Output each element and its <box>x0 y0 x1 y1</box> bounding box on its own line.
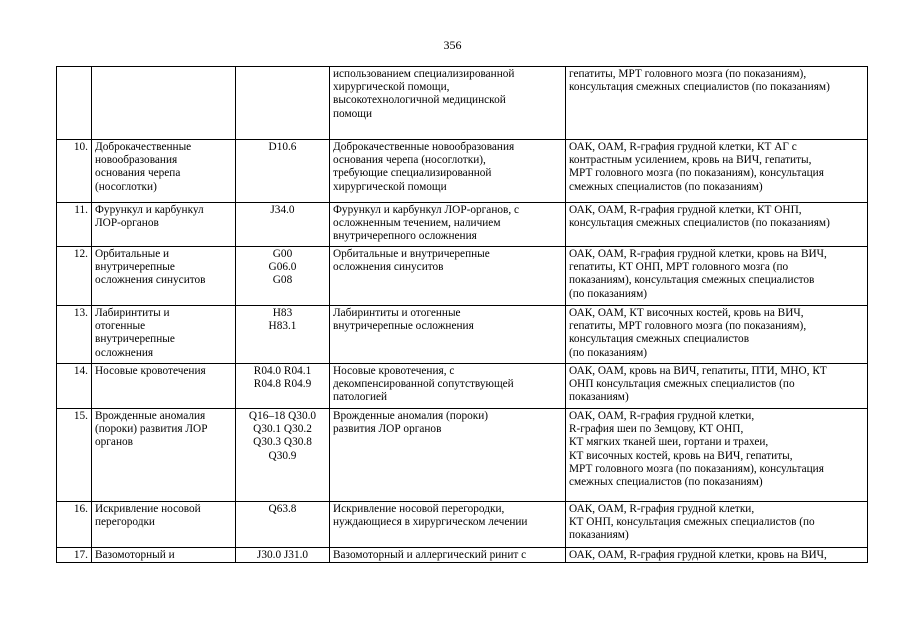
required-examinations-line: КТ височных костей, кровь на ВИЧ, гепатиты, <box>569 449 793 462</box>
hospitalization-indication-line: хирургической помощи <box>333 180 447 193</box>
required-examinations-line: ОНП консультация смежных специалистов (по <box>569 378 795 391</box>
icd-codes-cell <box>236 247 330 306</box>
hospitalization-indication-cell <box>330 140 566 203</box>
hospitalization-indication-cell <box>330 409 566 502</box>
hospitalization-indication-line: внутричерепного осложнения <box>333 230 477 243</box>
required-examinations-cell <box>566 306 868 364</box>
diagnosis-name-cell <box>92 364 236 409</box>
diagnosis-name-line: новообразования <box>95 154 178 167</box>
hospitalization-indication-line: Искривление носовой перегородки, <box>333 503 505 515</box>
icd-codes-cell <box>236 140 330 203</box>
icd-codes-line: R04.0 R04.1 <box>253 365 312 377</box>
icd-codes-cell <box>236 203 330 247</box>
required-examinations-line: гепатиты, МРТ головного мозга (по показаниям), <box>569 320 807 333</box>
diagnosis-name-line: Фурункул и карбункул <box>95 204 204 216</box>
table-row <box>57 67 868 140</box>
required-examinations-line: ОАК, ОАМ, R-графия грудной клетки, КТ АГ с <box>569 141 797 153</box>
diagnosis-name-cell <box>92 409 236 502</box>
icd-codes-line: G00 <box>272 248 293 260</box>
icd-codes-line: Q30.9 <box>268 449 297 462</box>
table-row <box>57 247 868 306</box>
icd-codes-line: Q63.8 <box>268 503 297 515</box>
required-examinations-line: контрастным усилением, кровь на ВИЧ, гепатиты, <box>569 154 812 167</box>
diagnosis-name-cell <box>92 247 236 306</box>
diagnosis-name-line: осложнения <box>95 346 154 359</box>
hospitalization-indication-line: Фурункул и карбункул ЛОР-органов, с <box>333 204 520 216</box>
hospitalization-indication-line: внутричерепные осложнения <box>333 320 474 333</box>
diagnosis-name-cell <box>92 203 236 247</box>
required-examinations-line: МРТ головного мозга (по показаниям), консультация <box>569 167 824 180</box>
required-examinations-line: смежных специалистов (по показаниям) <box>569 476 763 489</box>
hospitalization-indication-line: высокотехнологичной медицинской <box>333 94 506 107</box>
hospitalization-indication-line: осложненным течением, наличием <box>333 217 501 230</box>
row-number-cell: 16. <box>57 502 92 548</box>
clinical-table <box>56 66 868 563</box>
required-examinations-line: ОАК, ОАМ, кровь на ВИЧ, гепатиты, ПТИ, МНО, КТ <box>569 365 827 377</box>
diagnosis-name-line: Лабиринтиты и <box>95 307 170 319</box>
icd-codes-line: Q30.3 Q30.8 <box>253 436 312 449</box>
diagnosis-name-line: Доброкачественные <box>95 141 192 153</box>
icd-codes-line: J34.0 <box>270 204 295 216</box>
table-row <box>57 502 868 548</box>
required-examinations-line: R-графия шеи по Земцову, КТ ОНП, <box>569 423 744 436</box>
diagnosis-name-line: внутричерепные <box>95 261 175 274</box>
table-row <box>57 306 868 364</box>
required-examinations-line: показаниям), консультация смежных специалистов <box>569 274 815 287</box>
hospitalization-indication-line: требующие специализированной <box>333 167 492 180</box>
required-examinations-line: (по показаниям) <box>569 346 647 359</box>
hospitalization-indication-line: Орбитальные и внутричерепные <box>333 248 490 260</box>
hospitalization-indication-line: Доброкачественные новообразования <box>333 141 515 153</box>
table-body <box>57 67 868 563</box>
diagnosis-name-line: (носоглотки) <box>95 180 157 193</box>
row-number-cell: 17. <box>57 548 92 563</box>
row-number-cell: 13. <box>57 306 92 364</box>
required-examinations-cell <box>566 247 868 306</box>
diagnosis-name-line: органов <box>95 436 133 449</box>
required-examinations-line: ОАК, ОАМ, R-графия грудной клетки, <box>569 503 755 515</box>
diagnosis-name-cell <box>92 140 236 203</box>
hospitalization-indication-cell <box>330 364 566 409</box>
table-row <box>57 364 868 409</box>
diagnosis-name-line: Вазомоторный и <box>95 549 175 561</box>
hospitalization-indication-cell <box>330 67 566 140</box>
table-row <box>57 548 868 563</box>
row-number-cell: 14. <box>57 364 92 409</box>
required-examinations-cell <box>566 203 868 247</box>
diagnosis-name-line: отогенные <box>95 320 146 333</box>
hospitalization-indication-line: развития ЛОР органов <box>333 423 442 436</box>
hospitalization-indication-line: Носовые кровотечения, с <box>333 365 455 377</box>
diagnosis-name-line: перегородки <box>95 516 155 529</box>
table-row <box>57 203 868 247</box>
required-examinations-line: гепатиты, КТ ОНП, МРТ головного мозга (по <box>569 261 789 274</box>
hospitalization-indication-line: помощи <box>333 107 373 120</box>
diagnosis-name-line: Врожденные аномалия <box>95 410 206 422</box>
required-examinations-line: показаниям) <box>569 529 629 542</box>
icd-codes-line: H83.1 <box>268 320 297 333</box>
icd-codes-line: Q16–18 Q30.0 <box>248 410 317 422</box>
icd-codes-line: H83 <box>272 307 293 319</box>
diagnosis-name-cell <box>92 306 236 364</box>
hospitalization-indication-line: Лабиринтиты и отогенные <box>333 307 461 319</box>
hospitalization-indication-cell <box>330 247 566 306</box>
diagnosis-name-line: осложнения синуситов <box>95 274 206 287</box>
table-row <box>57 140 868 203</box>
icd-codes-line: G08 <box>272 274 293 287</box>
row-number-cell: 12. <box>57 247 92 306</box>
icd-codes-line: R04.8 R04.9 <box>253 378 312 391</box>
required-examinations-line: показаниям) <box>569 391 629 404</box>
icd-codes-line: Q30.1 Q30.2 <box>253 423 312 436</box>
hospitalization-indication-line: декомпенсированной сопутствующей <box>333 378 514 391</box>
required-examinations-line: ОАК, ОАМ, R-графия грудной клетки, <box>569 410 755 422</box>
required-examinations-cell <box>566 409 868 502</box>
required-examinations-line: КТ ОНП, консультация смежных специалистов (по <box>569 516 815 529</box>
required-examinations-line: МРТ головного мозга (по показаниям), консультация <box>569 462 824 475</box>
icd-codes-cell <box>236 502 330 548</box>
required-examinations-line: КТ мягких тканей шеи, гортани и трахеи, <box>569 436 769 449</box>
hospitalization-indication-line: нуждающиеся в хирургическом лечении <box>333 516 528 529</box>
icd-codes-line: D10.6 <box>268 141 297 153</box>
required-examinations-line: консультация смежных специалистов (по показаниям) <box>569 81 830 94</box>
required-examinations-cell <box>566 548 868 563</box>
required-examinations-cell <box>566 364 868 409</box>
hospitalization-indication-cell <box>330 306 566 364</box>
icd-codes-cell <box>236 409 330 502</box>
page-number: 356 <box>443 38 462 52</box>
required-examinations-line: смежных специалистов (по показаниям) <box>569 180 763 193</box>
hospitalization-indication-line: основания черепа (носоглотки), <box>333 154 486 167</box>
required-examinations-line: ОАК, ОАМ, R-графия грудной клетки, кровь на ВИЧ, <box>569 248 827 260</box>
required-examinations-line: (по показаниям) <box>569 287 647 300</box>
row-number-cell: 10. <box>57 140 92 203</box>
required-examinations-line: консультация смежных специалистов (по показаниям) <box>569 217 830 230</box>
hospitalization-indication-cell <box>330 203 566 247</box>
hospitalization-indication-cell <box>330 548 566 563</box>
diagnosis-name-line: ЛОР-органов <box>95 217 159 230</box>
required-examinations-line: ОАК, ОАМ, R-графия грудной клетки, КТ ОНП, <box>569 204 802 216</box>
icd-codes-cell <box>236 306 330 364</box>
hospitalization-indication-cell <box>330 502 566 548</box>
diagnosis-name-cell <box>92 67 236 140</box>
hospitalization-indication-line: осложнения синуситов <box>333 261 444 274</box>
diagnosis-name-line: Искривление носовой <box>95 503 201 515</box>
required-examinations-line: ОАК, ОАМ, R-графия грудной клетки, кровь на ВИЧ, <box>569 549 827 561</box>
row-number-cell: 11. <box>57 203 92 247</box>
hospitalization-indication-line: использованием специализированной <box>333 68 515 80</box>
table-row <box>57 409 868 502</box>
icd-codes-line: J30.0 J31.0 <box>256 549 309 561</box>
diagnosis-name-cell <box>92 548 236 563</box>
diagnosis-name-line: (пороки) развития ЛОР <box>95 423 208 436</box>
required-examinations-line: гепатиты, МРТ головного мозга (по показаниям), <box>569 68 807 80</box>
icd-codes-cell <box>236 548 330 563</box>
hospitalization-indication-line: Вазомоторный и аллергический ринит с <box>333 549 527 561</box>
hospitalization-indication-line: хирургической помощи, <box>333 81 450 94</box>
required-examinations-cell <box>566 140 868 203</box>
hospitalization-indication-line: Врожденные аномалия (пороки) <box>333 410 489 422</box>
row-number-cell: 15. <box>57 409 92 502</box>
required-examinations-cell <box>566 67 868 140</box>
icd-codes-line: G06.0 <box>268 261 297 274</box>
required-examinations-line: ОАК, ОАМ, КТ височных костей, кровь на ВИЧ, <box>569 307 804 319</box>
row-number-cell <box>57 67 92 140</box>
diagnosis-name-line: внутричерепные <box>95 333 175 346</box>
icd-codes-cell <box>236 67 330 140</box>
diagnosis-name-line: основания черепа <box>95 167 181 180</box>
diagnosis-name-cell <box>92 502 236 548</box>
hospitalization-indication-line: патологией <box>333 391 388 404</box>
diagnosis-name-line: Орбитальные и <box>95 248 170 260</box>
required-examinations-cell <box>566 502 868 548</box>
required-examinations-line: консультация смежных специалистов <box>569 333 750 346</box>
icd-codes-cell <box>236 364 330 409</box>
diagnosis-name-line: Носовые кровотечения <box>95 365 206 377</box>
